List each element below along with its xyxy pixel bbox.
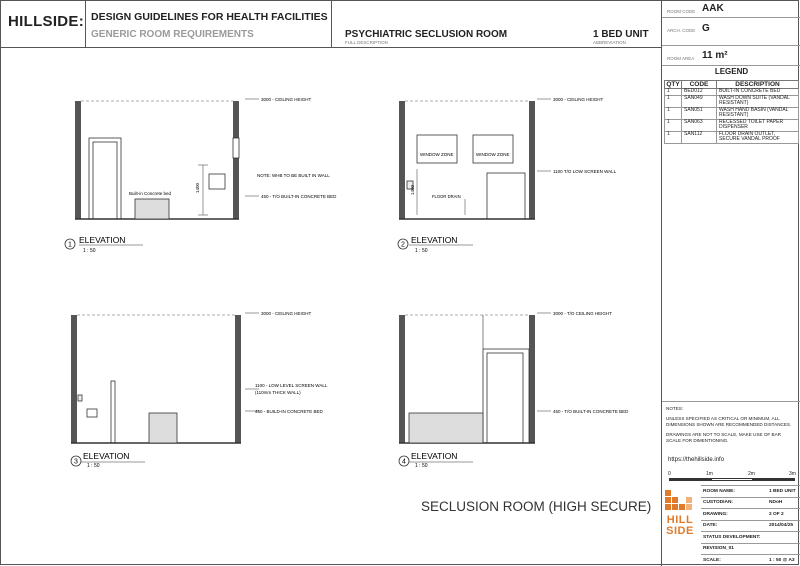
- room-code-label: ROOM CODE: [667, 9, 696, 14]
- legend-title: LEGEND: [714, 67, 749, 76]
- legend-header-description: DESCRIPTION: [717, 81, 799, 89]
- elevation-scale: 1 : 50: [415, 463, 428, 469]
- scale-bar: [668, 471, 796, 481]
- notes-line: UNLESS SPECIFIED AS CRITICAL OR MINIMUM, ALL DIMENSIONS SHOWN ARE RECOMMENDED DISTANCES.: [666, 416, 792, 427]
- info-value: 1 : 50 @ A3: [767, 555, 800, 566]
- elevation-label: ELEVATION: [79, 235, 126, 245]
- info-value: 2 OF 2: [767, 509, 800, 521]
- elevation-1: [75, 99, 259, 219]
- table-row: [701, 520, 800, 532]
- info-value: [767, 532, 800, 544]
- elevation-label: ELEVATION: [83, 451, 130, 461]
- legend-code: SAN112: [682, 131, 717, 143]
- room-code-value: AAK: [702, 3, 724, 14]
- logo-text: [665, 515, 695, 537]
- e2-screen-note: 1100 T/O LOW SCREEN WALL: [553, 169, 617, 174]
- arch-code-label: ARCH. CODE: [667, 28, 696, 33]
- document-subtitle: GENERIC ROOM REQUIREMENTS: [91, 29, 254, 40]
- notes-block: [666, 406, 796, 448]
- scale-bar-label: 0: [668, 471, 671, 477]
- table-row: [701, 509, 800, 521]
- legend-code: SAN051: [682, 107, 717, 119]
- header-divider: [85, 1, 86, 47]
- table-row: [665, 107, 799, 119]
- e2-ceiling-note: 3000 - CEILING HEIGHT: [553, 97, 604, 102]
- side-panel: [661, 1, 800, 566]
- legend-qty: 1: [665, 89, 682, 96]
- e2-drain-label: FLOOR DRAIN: [432, 194, 461, 199]
- elevation-3: [71, 313, 259, 443]
- unit-abbreviation-label: ABBREVIATION: [593, 40, 626, 45]
- e2-dimension: 1400: [410, 184, 415, 195]
- table-row: [665, 95, 799, 107]
- elevation-scale: 1 : 50: [83, 248, 96, 254]
- e1-bed-label: Built-in Concrete bed: [129, 191, 172, 196]
- unit-abbreviation: 1 BED UNIT: [593, 29, 649, 40]
- notes-heading: NOTES:: [666, 406, 684, 411]
- legend-qty: 1: [665, 107, 682, 119]
- info-label: REVISION_01: [701, 543, 767, 555]
- brand-title: HILLSIDE:: [8, 13, 85, 30]
- room-code-row: [662, 1, 800, 18]
- notes-line: DRAWINGS ARE NOT TO SCALE, MAKE USE OF BAR SCALE FOR DIMENTIONING.: [666, 432, 781, 443]
- header-divider: [331, 1, 332, 47]
- arch-code-value: G: [702, 23, 710, 34]
- notes-divider: [662, 401, 800, 402]
- e1-dimension: 1400: [195, 182, 200, 193]
- e4-bed-note: 450 - T/O BUILT-IN CONCRETE BED: [553, 409, 629, 414]
- legend-header-code: CODE: [682, 81, 717, 89]
- room-name-label: FULL DESCRIPTION: [345, 40, 388, 45]
- elevation-number: 4: [402, 458, 406, 466]
- info-value: 2014/04/25: [767, 520, 800, 532]
- legend-code: BED012: [682, 89, 717, 96]
- info-value: NDoH: [767, 497, 800, 509]
- document-title: DESIGN GUIDELINES FOR HEALTH FACILITIES: [91, 11, 328, 23]
- table-row: [665, 131, 799, 143]
- title-block-header: [1, 1, 661, 48]
- arch-code-row: [662, 17, 800, 46]
- legend-description: FLOOR DRAIN OUTLET, SECURE VANDAL PROOF: [717, 131, 799, 143]
- scale-bar-label: 2m: [748, 471, 755, 477]
- elevation-number: 1: [68, 241, 72, 249]
- legend-qty: 1: [665, 119, 682, 131]
- legend-table: [664, 80, 799, 144]
- room-area-label: ROOM AREA: [667, 56, 695, 61]
- room-area-value: 11 m²: [702, 50, 728, 61]
- legend-code: SAN049: [682, 95, 717, 107]
- info-label: CUSTODIAN:: [701, 497, 767, 509]
- e1-bed-note: 450 - T/O BUILT-IN CONCRETE BED: [261, 194, 337, 199]
- legend-qty: 1: [665, 131, 682, 143]
- e3-ceiling-note: 3000 - CEILING HEIGHT: [261, 311, 312, 316]
- elevations-drawing: [23, 53, 653, 523]
- drawing-info-table: [701, 485, 800, 566]
- info-label: ROOM NAME:: [701, 486, 767, 498]
- e1-ceiling-note: 3000 - CEILING HEIGHT: [261, 97, 312, 102]
- e4-ceiling-note: 3000 - T/O CEILING HEIGHT: [553, 311, 612, 316]
- sheet-title: SECLUSION ROOM (HIGH SECURE): [421, 499, 652, 514]
- logo-text-line: SIDE: [666, 525, 694, 537]
- elevation-label: ELEVATION: [411, 451, 458, 461]
- scale-bar-label: 1m: [706, 471, 713, 477]
- room-area-row: [662, 45, 800, 66]
- e3-screen-note: 1100 - LOW LEVEL SCREEN WALL: [255, 383, 328, 388]
- scale-bar-segment: [753, 478, 795, 481]
- elevation-2: [399, 99, 551, 219]
- scale-bar-segment: [669, 478, 711, 481]
- legend-description: RECESSED TOILET PAPER DISPENSER: [717, 119, 799, 131]
- scale-bar-label: 3m: [789, 471, 796, 477]
- table-row: [701, 486, 800, 498]
- e2-window-zone-right: WINDOW ZONE: [476, 152, 510, 157]
- elevation-label: ELEVATION: [411, 235, 458, 245]
- table-row: [665, 119, 799, 131]
- legend-description: WASH DOWN SUITE (VANDAL RESISTANT): [717, 95, 799, 107]
- room-name: PSYCHIATRIC SECLUSION ROOM: [345, 29, 508, 40]
- elevation-scale: 1 : 50: [87, 463, 100, 469]
- logo-text-line: HILL: [666, 514, 694, 526]
- e1-whb-note: NOTE: WHB TO BE BUILT IN WALL: [257, 173, 330, 178]
- e2-window-zone-left: WINDOW ZONE: [420, 152, 454, 157]
- elevation-number: 2: [401, 241, 405, 249]
- e3-bed-note: 450 - BUILD-IN CONCRETE BED: [255, 409, 323, 414]
- elevation-4: [399, 313, 551, 443]
- info-value: [767, 543, 800, 555]
- info-label: STATUS DEVELOPMENT:: [701, 532, 767, 544]
- info-label: DATE:: [701, 520, 767, 532]
- website-link[interactable]: https://thehillside.info: [668, 457, 725, 463]
- e3-screen-note-2: (110mm THICK WALL): [255, 390, 301, 395]
- legend-description: BUILT-IN CONCRETE BED: [717, 89, 799, 96]
- legend-header-qty: QTY: [666, 81, 680, 88]
- table-row: [701, 543, 800, 555]
- hillside-logo-icon: [664, 489, 696, 515]
- legend-qty: 1: [665, 95, 682, 107]
- table-row: [701, 555, 800, 566]
- drawing-area: [23, 53, 653, 523]
- info-label: DRAWING:: [701, 509, 767, 521]
- elevation-scale: 1 : 50: [415, 248, 428, 254]
- legend-code: SAN063: [682, 119, 717, 131]
- info-label: SCALE:: [701, 555, 767, 566]
- table-row: [701, 497, 800, 509]
- scale-bar-segment: [711, 478, 753, 481]
- elevation-number: 3: [74, 458, 78, 466]
- info-value: 1 BED UNIT: [767, 486, 800, 498]
- table-row: [701, 532, 800, 544]
- legend-description: WASH HAND BASIN (VANDAL RESISTANT): [717, 107, 799, 119]
